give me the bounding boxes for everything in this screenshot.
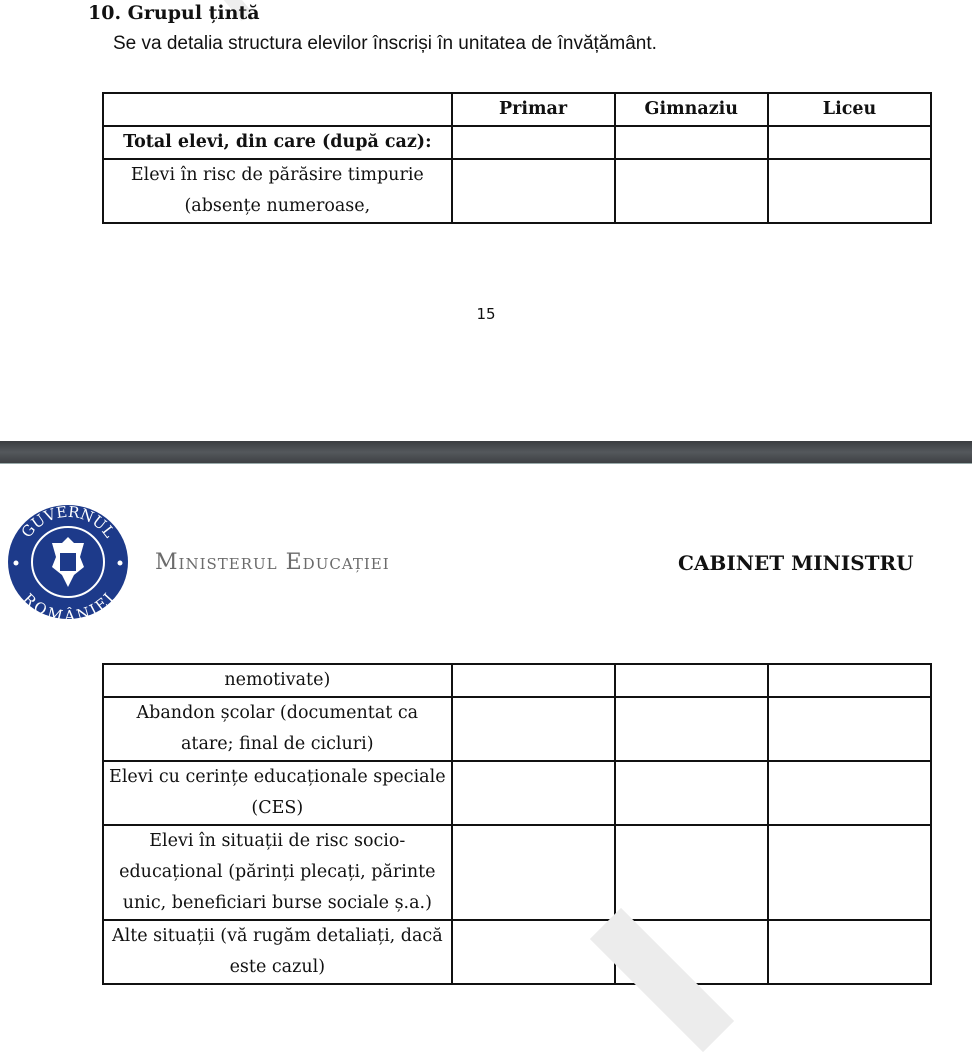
- cell-gimnaziu[interactable]: [615, 664, 769, 697]
- table-header-row: [103, 93, 931, 126]
- cell-liceu[interactable]: [768, 761, 931, 825]
- header-primar: Primar: [452, 93, 615, 126]
- table-row: [103, 664, 931, 697]
- table-row: [103, 761, 931, 825]
- header-liceu: Liceu: [768, 93, 931, 126]
- cell-liceu[interactable]: [768, 697, 931, 761]
- row-label: nemotivate): [103, 664, 452, 697]
- row-label: Elevi în risc de părăsire timpurie (absențe numeroase,: [130, 165, 424, 216]
- ministry-name: Ministerul Educației: [155, 550, 390, 575]
- section-heading: 10. Grupul țintă: [88, 2, 260, 24]
- cell-liceu[interactable]: [768, 126, 931, 159]
- header-gimnaziu: Gimnaziu: [615, 93, 769, 126]
- target-group-table: [102, 92, 932, 224]
- cell-gimnaziu[interactable]: [615, 126, 769, 159]
- government-seal-logo: [6, 503, 130, 621]
- cell-primar[interactable]: [452, 664, 615, 697]
- row-label: Alte situații (vă rugăm detaliați, dacă este cazul): [103, 920, 452, 984]
- table-row: [103, 920, 931, 984]
- cell-gimnaziu[interactable]: [615, 697, 769, 761]
- section-intro: Se va detalia structura elevilor înscriși în unitatea de învățământ.: [113, 33, 657, 54]
- header-empty: [103, 93, 452, 126]
- cell-primar[interactable]: [452, 761, 615, 825]
- page-number: 15: [476, 305, 496, 323]
- cabinet-label: CABINET MINISTRU: [678, 551, 914, 575]
- table-row: [103, 825, 931, 920]
- row-label: Elevi în situații de risc socio-educațional (părinți plecați, părinte unic, beneficiari burse sociale ș.a.): [103, 825, 452, 920]
- table-row: [103, 697, 931, 761]
- row-label: Elevi cu cerințe educaționale speciale (CES): [103, 761, 452, 825]
- cell-gimnaziu[interactable]: [615, 825, 769, 920]
- row-label: Abandon școlar (documentat ca atare; final de cicluri): [103, 697, 452, 761]
- table-row: [103, 159, 931, 223]
- cell-liceu[interactable]: [768, 920, 931, 984]
- cell-liceu[interactable]: [768, 664, 931, 697]
- cell-primar[interactable]: [452, 126, 615, 159]
- svg-text:GUVERNUL: GUVERNUL: [17, 503, 119, 542]
- cell-primar[interactable]: [452, 159, 615, 223]
- cell-primar[interactable]: [452, 697, 615, 761]
- svg-text:ROMÂNIEI: ROMÂNIEI: [19, 589, 118, 621]
- cell-primar[interactable]: [452, 920, 615, 984]
- cell-primar[interactable]: [452, 825, 615, 920]
- page-separator: [0, 441, 972, 464]
- cell-liceu[interactable]: [768, 159, 931, 223]
- target-group-table-continued: [102, 663, 932, 985]
- table-row: [103, 126, 931, 159]
- cell-liceu[interactable]: [768, 825, 931, 920]
- row-label: Total elevi, din care (după caz):: [103, 126, 452, 159]
- cell-gimnaziu[interactable]: [615, 761, 769, 825]
- cell-gimnaziu[interactable]: [615, 159, 769, 223]
